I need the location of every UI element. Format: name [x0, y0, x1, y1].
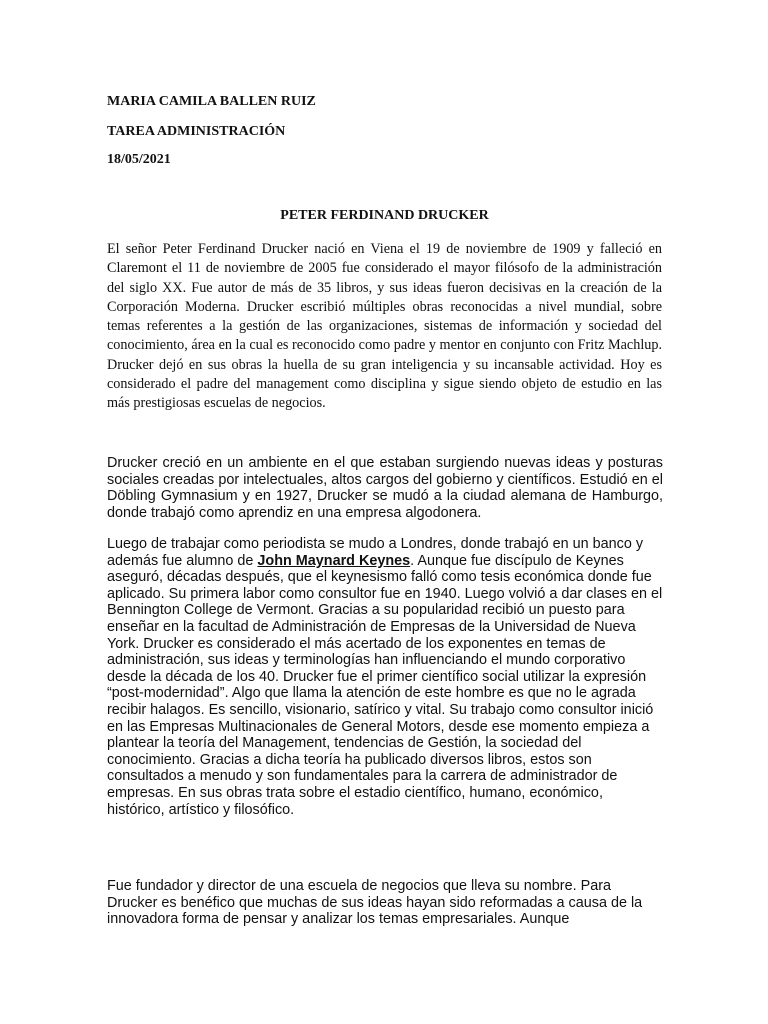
- keynes-link[interactable]: John Maynard Keynes: [257, 552, 411, 569]
- author-name: MARIA CAMILA BALLEN RUIZ: [107, 94, 316, 109]
- body-paragraph-3: [107, 536, 663, 818]
- body-paragraph-2: Drucker creció en un ambiente en el que estaban surgiendo nuevas ideas y posturas sociales creadas por intelectuales, altos cargos del gobierno y científicos. Estudió en el Döbling Gymnasium y en 1927, Drucker se mudó a la ciudad alemana de Hamburgo, donde trabajó como aprendiz en una empresa algodonera.: [107, 455, 663, 521]
- body-paragraph-4: Fue fundador y director de una escuela de negocios que lleva su nombre. Para Drucker es benéfico que muchas de sus ideas hayan sido reformadas a causa de la innovadora forma de pensar y analizar los temas empresariales. Aunque: [107, 878, 643, 928]
- document-date: 18/05/2021: [107, 152, 171, 167]
- assignment-title: TAREA ADMINISTRACIÓN: [107, 124, 286, 139]
- paragraph-3-start: Luego de trabajar como periodista se mudo a Londres, donde trabajó en un banco y además fue alumno de: [107, 536, 644, 569]
- page-title: PETER FERDINAND DRUCKER: [280, 208, 489, 223]
- intro-paragraph: El señor Peter Ferdinand Drucker nació en Viena el 19 de noviembre de 1909 y falleció en Claremont el 11 de noviembre de 2005 fue considerado el mayor filósofo de la administración del siglo XX. Fue autor de más de 35 libros, y sus ideas fueron decisivas en la creación de la Corporación Moderna. Drucker escribió múltiples obras reconocidas a nivel mundial, sobre temas referentes a la gestión de las organizaciones, sistemas de información y sociedad del conocimiento, área en la cual es reconocido como padre y mentor en conjunto con Fritz Machlup. Drucker dejó en sus obras la huella de su gran inteligencia y su incansable actividad. Hoy es considerado el padre del management como disciplina y sigue siendo objeto de estudio en las más prestigiosas escuelas de negocios.: [107, 241, 662, 412]
- paragraph-3-rest: . Aunque fue discípulo de Keynes aseguró, décadas después, que el keynesismo falló como tesis económica donde fue aplicado. Su primera labor como consultor fue en 1940. Luego volvió a dar clases en el Bennington College de Vermont. Gracias a su popularidad recibió un puesto para enseñar en la facultad de Administración de Empresas de la Universidad de Nueva York. Drucker es considerado el más acertado de los exponentes en temas de administración, sus ideas y terminologías han influenciando el mundo corporativo desde la década de los 40. Drucker fue el primer científico social utilizar la expresión “post-modernidad”. Algo que llama la atención de este hombre es que no le agrada recibir halagos. Es sencillo, visionario, satírico y vital. Su trabajo como consultor inició en las Empresas Multinacionales de General Motors, desde ese momento empieza a plantear la teoría del Management, tendencias de Gestión, la sociedad del conocimiento. Gracias a dicha teoría ha publicado diversos libros, estos son consultados a menudo y son fundamentales para la carrera de administrador de empresas. En sus obras trata sobre el estadio científico, humano, económico, histórico, artístico y filosófico.: [107, 552, 663, 818]
